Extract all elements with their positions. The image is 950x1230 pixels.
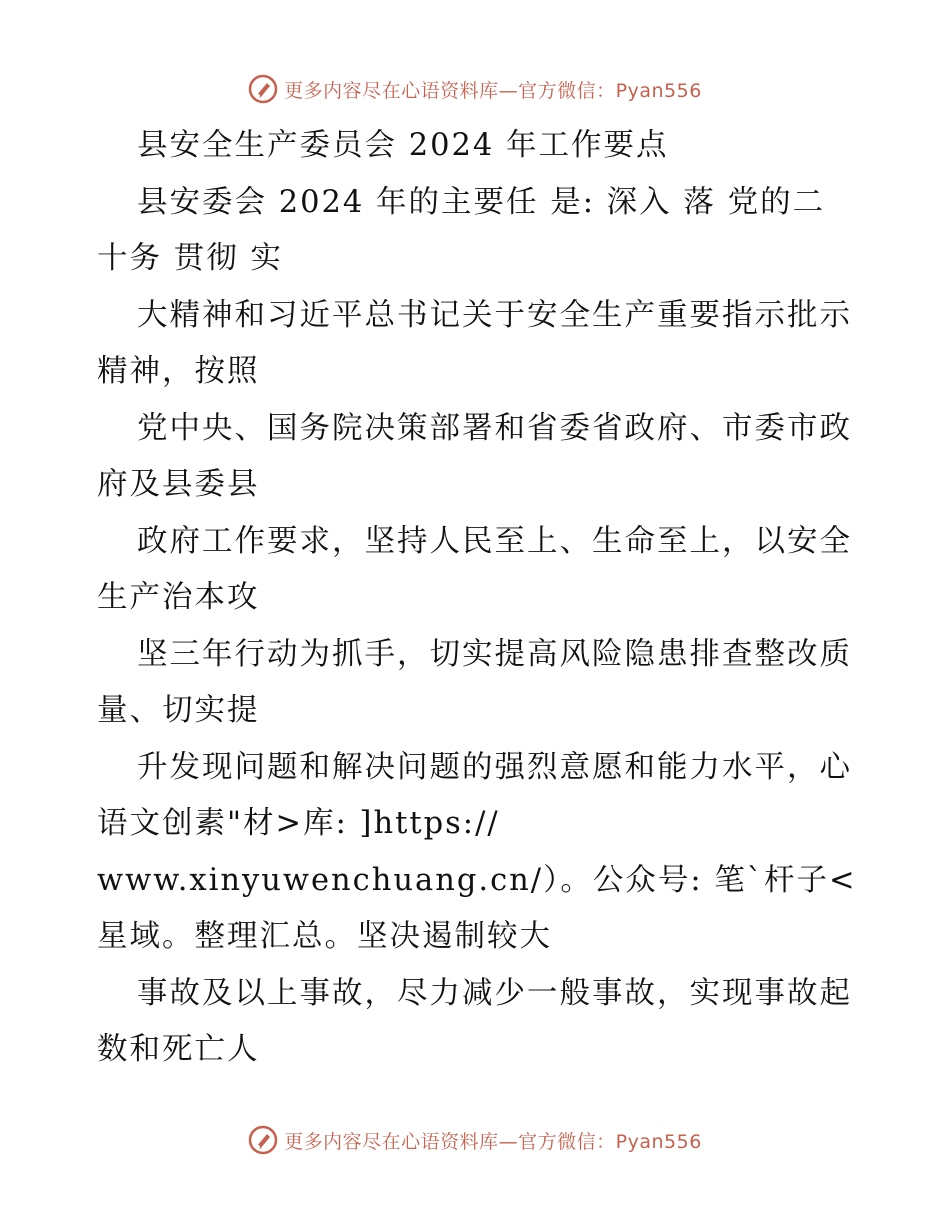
pen-circle-logo-icon [248,1125,278,1155]
paragraph: 政府工作要求，坚持人民至上、生命至上，以安全生产治本攻 [97,523,852,615]
paragraph: 升发现问题和解决问题的强烈意愿和能力水平，心语文创素"材>库: ]https:// [97,749,852,841]
paragraph: www.xinyuwenchuang.cn/）。公众号: 笔`杆子<星域。整理汇总。坚决遏制较大 [97,862,857,954]
pen-circle-logo-icon [248,74,278,104]
paragraph: 党中央、国务院决策部署和省委省政府、市委市政府及县委县 [97,410,852,502]
header-watermark [0,72,950,106]
footer-watermark [0,1123,950,1157]
watermark-text: 更多内容尽在心语资料库—官方微信：Pyan556 [284,1130,702,1153]
document-body [97,118,857,1079]
paragraph: 大精神和习近平总书记关于安全生产重要指示批示精神，按照 [97,297,852,389]
watermark-text: 更多内容尽在心语资料库—官方微信：Pyan556 [284,79,702,102]
paragraph: 县安全生产委员会 2024 年工作要点 [137,128,669,163]
paragraph: 坚三年行动为抓手，切实提高风险隐患排查整改质量、切实提 [97,636,852,728]
paragraph: 县安委会 2024 年的主要任 是: 深入 落 党的二十务 贯彻 实 [97,184,826,276]
paragraph: 事故及以上事故，尽力减少一般事故，实现事故起数和死亡人 [97,975,852,1067]
